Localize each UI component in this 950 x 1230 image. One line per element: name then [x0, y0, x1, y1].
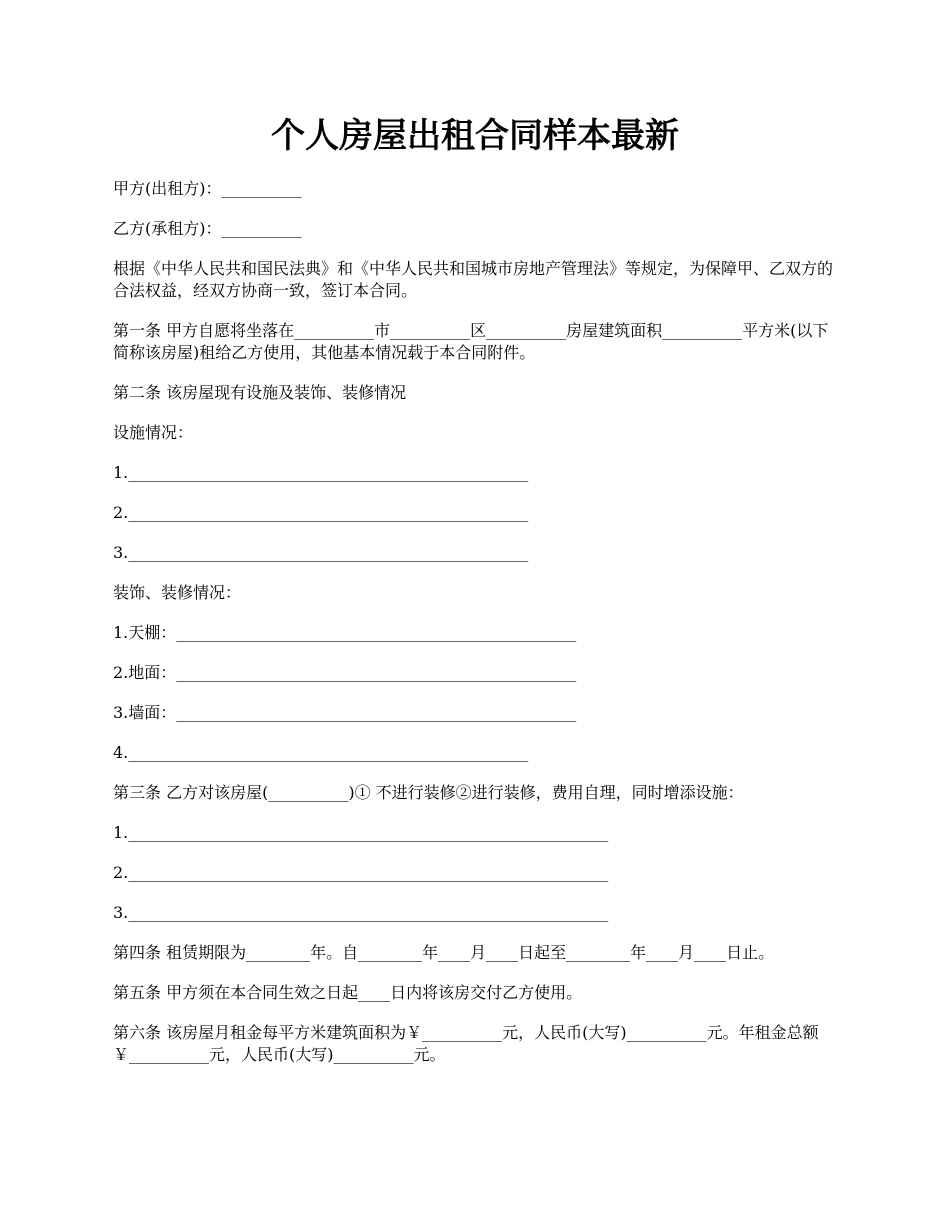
facilities-heading: 设施情况： [113, 423, 194, 442]
preamble-paragraph: 根据《中华人民共和国民法典》和《中华人民共和国城市房地产管理法》等规定，为保障甲、乙双方的合法权益，经双方协商一致，签订本合同。 [113, 259, 834, 300]
added-facility-line-1: 1.____________________________________________________________ [113, 823, 609, 842]
decoration-line-4: 4.__________________________________________________ [113, 743, 529, 762]
article-5-paragraph: 第五条 甲方须在本合同生效之日起____日内将该房交付乙方使用。 [113, 983, 583, 1002]
decoration-floor-line: 2.地面：__________________________________________________ [113, 663, 577, 682]
decoration-wall-line: 3.墙面：__________________________________________________ [113, 703, 577, 722]
facility-line-3: 3.__________________________________________________ [113, 543, 529, 562]
added-facility-line-2: 2.____________________________________________________________ [113, 863, 609, 882]
article-6-paragraph: 第六条 该房屋月租金每平方米建筑面积为￥__________元，人民币(大写)__________元。年租金总额￥__________元，人民币(大写)__________元。 [113, 1023, 819, 1064]
document-title: 个人房屋出租合同样本最新 [271, 116, 679, 156]
article-2-heading: 第二条 该房屋现有设施及装饰、装修情况 [113, 383, 407, 402]
article-1-paragraph: 第一条 甲方自愿将坐落在__________市__________区__________房屋建筑面积__________平方米(以下简称该房屋)租给乙方使用，其他基本情况载于本合同附件。 [113, 321, 829, 362]
article-3-paragraph: 第三条 乙方对该房屋(__________)① 不进行装修②进行装修，费用自理，同时增添设施： [113, 783, 744, 802]
party-a-line: 甲方(出租方)：__________ [113, 179, 302, 198]
added-facility-line-3: 3.____________________________________________________________ [113, 903, 609, 922]
facility-line-2: 2.__________________________________________________ [113, 503, 529, 522]
article-4-paragraph: 第四条 租赁期限为________年。自________年____月____日起至________年____月____日止。 [113, 943, 775, 962]
facility-line-1: 1.__________________________________________________ [113, 463, 529, 482]
document-body [113, 178, 839, 1084]
decoration-heading: 装饰、装修情况： [113, 583, 242, 602]
party-b-line: 乙方(承租方)：__________ [113, 219, 302, 238]
decoration-ceiling-line: 1.天棚：__________________________________________________ [113, 623, 577, 642]
